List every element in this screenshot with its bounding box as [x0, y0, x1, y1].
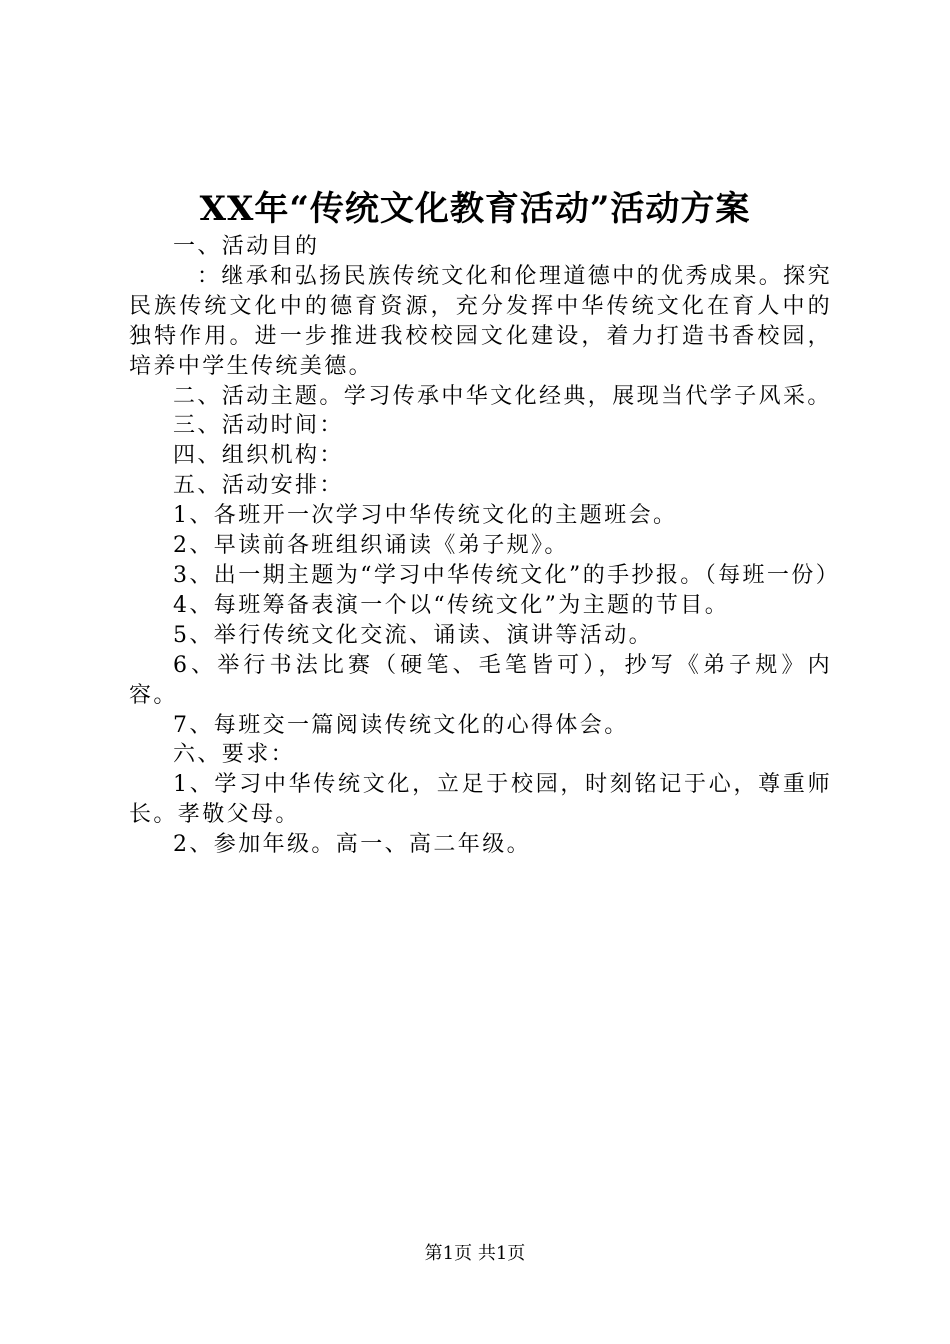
list-item: 1、学习中华传统文化，立足于校园，时刻铭记于心，尊重师长。孝敬父母。: [129, 772, 832, 828]
list-item: 1、各班开一次学习中华传统文化的主题班会。: [173, 503, 678, 529]
list-item: 2、早读前各班组织诵读《弟子规》。: [173, 533, 569, 559]
list-item: 3、出一期主题为“学习中华传统文化”的手抄报。（每班一份）: [173, 562, 841, 588]
list-item: 2、参加年级。高一、高二年级。: [173, 832, 531, 858]
section-heading-organization: 四、组织机构：: [173, 443, 344, 469]
section-heading-arrangement: 五、活动安排：: [173, 473, 344, 499]
page-footer: 第1页 共1页: [424, 1243, 526, 1264]
paragraph-purpose: ：继承和弘扬民族传统文化和伦理道德中的优秀成果。探究民族传统文化中的德育资源，充分发挥中华传统文化在育人中的独特作用。进一步推进我校校园文化建设，着力打造书香校园，培养中学生传统美德。: [129, 263, 832, 379]
list-item: 6、举行书法比赛（硬笔、毛笔皆可），抄写《弟子规》内容。: [129, 652, 832, 708]
list-item: 7、每班交一篇阅读传统文化的心得体会。: [173, 712, 629, 738]
list-item: 4、每班筹备表演一个以“传统文化”为主题的节目。: [173, 592, 730, 618]
section-heading-requirements: 六、要求：: [173, 742, 296, 768]
document-title: XX年“传统文化教育活动”活动方案: [199, 189, 751, 229]
section-heading-purpose: 一、活动目的: [173, 234, 320, 259]
section-heading-time: 三、活动时间：: [173, 413, 344, 439]
list-item: 5、举行传统文化交流、诵读、演讲等活动。: [173, 622, 653, 648]
document-body: [129, 232, 841, 860]
paragraph-theme: 二、活动主题。学习传承中华文化经典，展现当代学子风采。: [173, 383, 832, 409]
